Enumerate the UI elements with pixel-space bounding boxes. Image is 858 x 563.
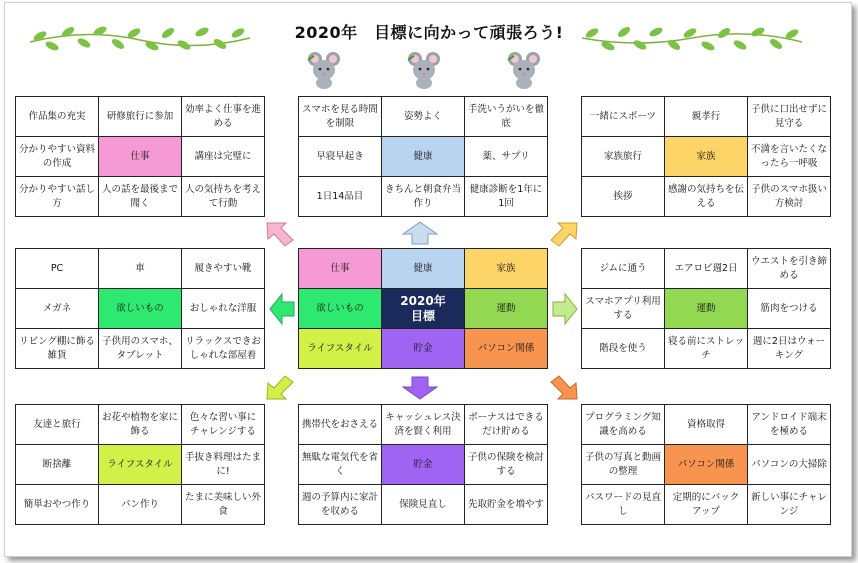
goal-item-cell: パン作り <box>99 485 182 525</box>
arrow-left-icon <box>268 292 296 326</box>
goal-item-cell: 無駄な電気代を省く <box>299 445 382 485</box>
mouse-icon <box>406 50 442 90</box>
center-goal-cell: 2020年 目標 <box>382 289 465 329</box>
goal-item-cell: リラックスできおしゃれな部屋着 <box>182 329 265 369</box>
goal-item-cell: お花や植物を家に飾る <box>99 405 182 445</box>
theme-cell: パソコン関係 <box>465 329 548 369</box>
wants-goal-grid <box>15 248 265 369</box>
goal-item-cell: 友達と旅行 <box>16 405 99 445</box>
goal-item-cell: ジムに通う <box>582 249 665 289</box>
goal-item-cell: 挨拶 <box>582 177 665 217</box>
goal-item-cell: 子供用のスマホ、タブレット <box>99 329 182 369</box>
theme-cell: 仕事 <box>99 137 182 177</box>
theme-cell: パソコン関係 <box>665 445 748 485</box>
savings-goal-grid <box>298 404 548 525</box>
goal-item-cell: 子供に口出せずに見守る <box>748 97 831 137</box>
work-goal-grid <box>15 96 265 217</box>
goal-item-cell: 早寝早起き <box>299 137 382 177</box>
leaf-vine-icon <box>26 24 254 54</box>
arrow-down-right-icon <box>548 374 580 402</box>
theme-cell: 家族 <box>665 137 748 177</box>
goal-item-cell: 子供の写真と動画の整理 <box>582 445 665 485</box>
theme-cell: 仕事 <box>299 249 382 289</box>
goal-item-cell: 一緒にスポーツ <box>582 97 665 137</box>
goal-item-cell: きちんと朝食弁当作り <box>382 177 465 217</box>
goal-item-cell: 階段を使う <box>582 329 665 369</box>
goal-item-cell: 子供のスマホ扱い方検討 <box>748 177 831 217</box>
goal-item-cell: 簡単おやつ作り <box>16 485 99 525</box>
theme-cell: 家族 <box>465 249 548 289</box>
theme-cell: 健康 <box>382 137 465 177</box>
goal-item-cell: 資格取得 <box>665 405 748 445</box>
theme-cell: 欲しいもの <box>299 289 382 329</box>
pc-goal-grid <box>581 404 831 525</box>
theme-cell: 運動 <box>665 289 748 329</box>
goal-item-cell: 健康診断を1年に1回 <box>465 177 548 217</box>
goal-item-cell: PC <box>16 249 99 289</box>
goal-item-cell: パソコンの大掃除 <box>748 445 831 485</box>
arrow-up-icon <box>401 220 439 246</box>
arrow-down-icon <box>401 375 439 401</box>
goal-item-cell: 携帯代をおさえる <box>299 405 382 445</box>
theme-cell: ライフスタイル <box>99 445 182 485</box>
leaf-vine-icon <box>578 24 806 54</box>
goal-item-cell: 不満を言いたくなったら一呼吸 <box>748 137 831 177</box>
goal-item-cell: 週に2日はウォーキング <box>748 329 831 369</box>
theme-cell: 貯金 <box>382 445 465 485</box>
arrow-right-icon <box>551 292 579 326</box>
theme-cell: 貯金 <box>382 329 465 369</box>
goal-item-cell: 寝る前にストレッチ <box>665 329 748 369</box>
center-goal-grid <box>298 248 548 369</box>
goal-item-cell: 人の話を最後まで聞く <box>99 177 182 217</box>
goal-item-cell: パスワードの見直し <box>582 485 665 525</box>
mouse-icon <box>306 50 342 90</box>
goal-item-cell: エアロビ週2日 <box>665 249 748 289</box>
goal-item-cell: プログラミング知識を高める <box>582 405 665 445</box>
goal-item-cell: 分かりやすい話し方 <box>16 177 99 217</box>
goal-item-cell: 色々な習い事にチャレンジする <box>182 405 265 445</box>
goal-item-cell: 人の気持ちを考えて行動 <box>182 177 265 217</box>
goal-item-cell: 定期的にバックアップ <box>665 485 748 525</box>
page-title: 2020年 目標に向かって頑張ろう! <box>294 23 564 42</box>
arrow-up-right-icon <box>548 220 580 248</box>
theme-cell: ライフスタイル <box>299 329 382 369</box>
goal-item-cell: 1日14品目 <box>299 177 382 217</box>
goal-item-cell: 薬、サプリ <box>465 137 548 177</box>
goal-item-cell: 研修旅行に参加 <box>99 97 182 137</box>
goal-item-cell: 姿勢よく <box>382 97 465 137</box>
arrow-up-left-icon <box>264 220 296 248</box>
goal-item-cell: 先取貯金を増やす <box>465 485 548 525</box>
goal-item-cell: 新しい事にチャレンジ <box>748 485 831 525</box>
goal-item-cell: 週の予算内に家計を収める <box>299 485 382 525</box>
goal-item-cell: 手抜き料理はたまに! <box>182 445 265 485</box>
goal-item-cell: 保険見直し <box>382 485 465 525</box>
goal-item-cell: 感謝の気持ちを伝える <box>665 177 748 217</box>
goal-item-cell: 筋肉をつける <box>748 289 831 329</box>
goal-item-cell: たまに美味しい外食 <box>182 485 265 525</box>
goal-item-cell: リビング棚に飾る雑貨 <box>16 329 99 369</box>
goal-item-cell: 講座は完璧に <box>182 137 265 177</box>
theme-cell: 欲しいもの <box>99 289 182 329</box>
goal-item-cell: 手洗いうがいを徹底 <box>465 97 548 137</box>
goal-item-cell: ボーナスはできるだけ貯める <box>465 405 548 445</box>
goal-item-cell: メガネ <box>16 289 99 329</box>
theme-cell: 健康 <box>382 249 465 289</box>
goal-item-cell: スマホアプリ利用する <box>582 289 665 329</box>
family-goal-grid <box>581 96 831 217</box>
arrow-down-left-icon <box>264 374 296 402</box>
goal-item-cell: ウエストを引き締める <box>748 249 831 289</box>
goal-item-cell: 履きやすい靴 <box>182 249 265 289</box>
goal-item-cell: キャッシュレス決済を賢く利用 <box>382 405 465 445</box>
theme-cell: 運動 <box>465 289 548 329</box>
goal-item-cell: 断捨離 <box>16 445 99 485</box>
goal-item-cell: おしゃれな洋服 <box>182 289 265 329</box>
goal-item-cell: 子供の保険を検討する <box>465 445 548 485</box>
goal-item-cell: 親孝行 <box>665 97 748 137</box>
goal-item-cell: スマホを見る時間を制限 <box>299 97 382 137</box>
lifestyle-goal-grid <box>15 404 265 525</box>
goal-item-cell: 分かりやすい資料の作成 <box>16 137 99 177</box>
goal-item-cell: 作品集の充実 <box>16 97 99 137</box>
goal-item-cell: アンドロイド端末を極める <box>748 405 831 445</box>
goal-item-cell: 車 <box>99 249 182 289</box>
health-goal-grid <box>298 96 548 217</box>
mouse-icon <box>506 50 542 90</box>
goal-item-cell: 効率よく仕事を進める <box>182 97 265 137</box>
goal-item-cell: 家族旅行 <box>582 137 665 177</box>
exercise-goal-grid <box>581 248 831 369</box>
